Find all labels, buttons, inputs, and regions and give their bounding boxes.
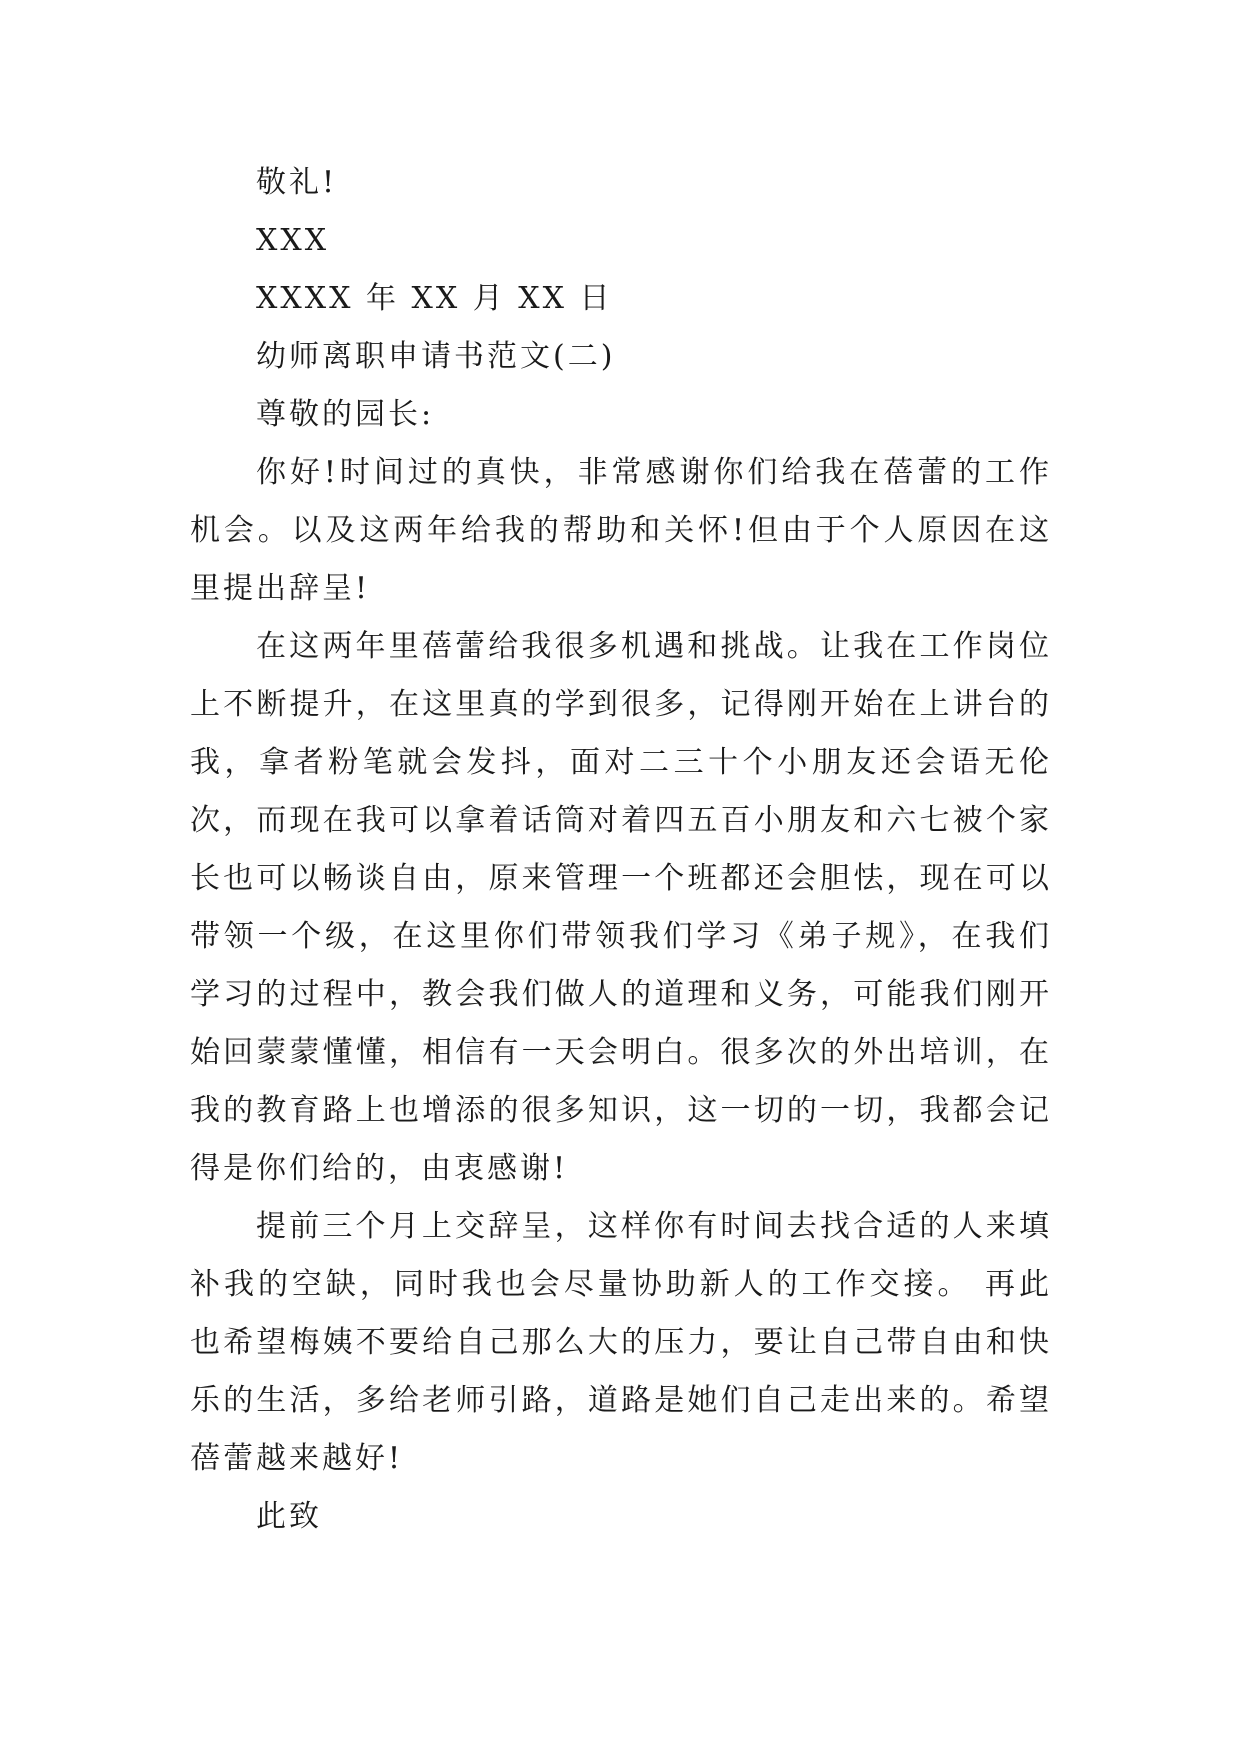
signature-name: XXX bbox=[256, 223, 330, 258]
paragraph-greeting: 你好!时间过的真快，非常感谢你们给我在蓓蕾的工作机会。以及这两年给我的帮助和关怀!但由于个人原因在这里提出辞呈! bbox=[190, 455, 1052, 606]
paragraph-handover: 提前三个月上交辞呈，这样你有时间去找合适的人来填补我的空缺，同时我也会尽量协助新人的工作交接。 再此也希望梅姨不要给自己那么大的压力，要让自己带自由和快乐的生活，多给老师引路，道路是她们自己走出来的。希望蓓蕾越来越好! bbox=[190, 1209, 1052, 1476]
section-title: 幼师离职申请书范文(二) bbox=[256, 339, 616, 374]
salutation: 尊敬的园长: bbox=[256, 397, 435, 432]
signature-date: XXXX 年 XX 月 XX 日 bbox=[256, 281, 613, 316]
closing-salute: 敬礼! bbox=[256, 165, 338, 200]
paragraph-experience: 在这两年里蓓蕾给我很多机遇和挑战。让我在工作岗位上不断提升，在这里真的学到很多，记得刚开始在上讲台的我，拿者粉笔就会发抖，面对二三十个小朋友还会语无伦次，而现在我可以拿着话筒对着四五百小朋友和六七被个家长也可以畅谈自由，原来管理一个班都还会胆怯，现在可以带领一个级，在这里你们带领我们学习《弟子规》，在我们学习的过程中，教会我们做人的道理和义务，可能我们刚开始回蒙蒙懂懂，相信有一天会明白。很多次的外出培训，在我的教育路上也增添的很多知识，这一切的一切，我都会记得是你们给的，由衷感谢! bbox=[190, 629, 1052, 1186]
letter-body bbox=[190, 154, 1052, 1546]
closing-phrase: 此致 bbox=[256, 1499, 322, 1534]
